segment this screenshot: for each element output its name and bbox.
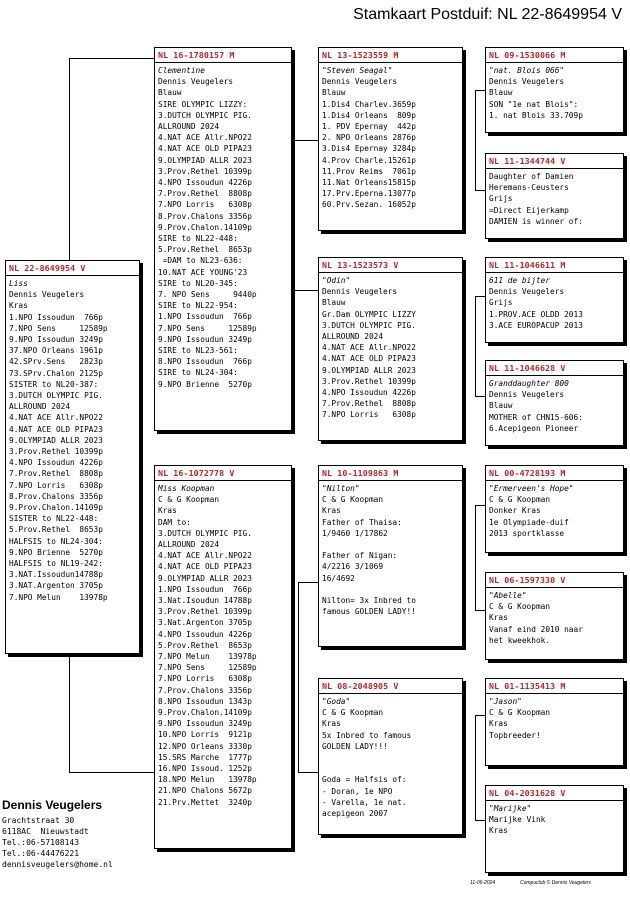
result-line: 9.OLYMPIAD ALLR 2023 <box>322 365 416 375</box>
connector <box>69 652 70 772</box>
result-line: Nilton= 3x Inbred to <box>322 596 416 605</box>
connector <box>475 505 485 506</box>
pigeon-card-mf[interactable] <box>318 465 463 647</box>
connector <box>475 296 485 297</box>
result-line: GOLDEN LADY!!! <box>322 741 388 751</box>
footer-credit: Compuclub © Dennis Veugelers <box>520 880 592 886</box>
connector <box>475 820 485 821</box>
result-line: SIRE to NL24-304: <box>158 368 238 378</box>
result-line: DAMIEN is winner of: <box>489 216 583 226</box>
breeder-phone-1: Tel.:06-57108143 <box>2 838 80 847</box>
pigeon-name: "Abelle" <box>489 591 527 600</box>
card-body <box>486 588 623 648</box>
result-line: 7.NPO Lorris 6308p <box>158 674 252 684</box>
result-line: 5.Prov.Rethel 8653p <box>158 245 252 255</box>
pigeon-name: Clementine <box>158 66 205 75</box>
connector <box>475 296 476 396</box>
pigeon-name: Miss Koopman <box>158 484 215 493</box>
result-line: 9.OLYMPIAD ALLR 2023 <box>9 435 103 445</box>
result-line: SIRE to NL22-954: <box>158 301 238 311</box>
result-line: 11.Nat Orleans15815p <box>322 178 416 188</box>
owner: C & G Koopman <box>158 495 220 505</box>
pigeon-name: Liss <box>9 279 28 288</box>
result-line: SIRE OLYMPIC LIZZY: <box>158 99 248 109</box>
connector <box>69 772 154 773</box>
result-line: ALLROUND 2024 <box>158 122 220 132</box>
pigeon-name: "nat. Blois 066" <box>489 66 565 75</box>
result-line: 16/4692 <box>322 573 355 583</box>
result-line: ALLROUND 2024 <box>158 540 220 550</box>
result-line: 3.Dis4 Epernay 3284p <box>322 144 416 154</box>
ring-number: NL 13-1523559 M <box>319 48 462 63</box>
color: Blauw <box>322 88 346 98</box>
result-line: 16.NPO Issoud. 1252p <box>158 764 252 774</box>
connector <box>475 610 485 611</box>
result-line: 4.NAT ACE Allr.NPO22 <box>158 133 252 143</box>
owner: Dennis Veugelers <box>322 77 398 87</box>
result-line: 73.SPrv.Chalon 2125p <box>9 368 103 378</box>
result-line: 7.NPO Lorris 6308p <box>158 200 252 210</box>
result-line: 1. nat Blois 33.709p <box>489 110 583 120</box>
result-line: 5x Inbred to famous <box>322 730 412 740</box>
result-line: 3.Prov.Rethel 10399p <box>158 607 252 617</box>
result-line: 4.NPO Issoudun 4226p <box>158 629 252 639</box>
color: Grijs <box>489 194 513 204</box>
card-body <box>486 694 623 743</box>
pigeon-card-ffm[interactable] <box>485 153 624 239</box>
result-line: 4/2216 3/1069 <box>322 562 384 572</box>
pigeon-name: "Nilton" <box>322 484 360 493</box>
card-body <box>486 169 623 229</box>
card-body <box>319 694 462 821</box>
color: Blauw <box>489 88 513 98</box>
result-line: 5.Prov.Rethel 8653p <box>9 525 103 535</box>
owner: Dennis Veugelers <box>322 287 398 297</box>
breeder-city: 6118AC Nieuwstadt <box>2 827 89 836</box>
result-line: 8.NPO Issoudun 766p <box>158 357 252 367</box>
pigeon-card-mm[interactable] <box>318 678 463 835</box>
result-line: 4.NPO Issoudun 4226p <box>322 388 416 398</box>
color: Kras <box>322 719 341 729</box>
pigeon-name: "Goda" <box>322 697 351 706</box>
pigeon-name: "Ermerveen's Hope" <box>489 484 574 493</box>
result-line: SIRE to NL20-345: <box>158 278 238 288</box>
card-body <box>6 276 139 605</box>
result-line: 7.NPO Lorris 6308p <box>9 480 103 490</box>
ring-number: NL 22-8649954 V <box>6 261 139 276</box>
result-line: 9.NPO Brienne 5270p <box>9 547 103 557</box>
result-line: 21.NPO Chalons 5672p <box>158 786 252 796</box>
result-line: famous GOLDEN LADY!! <box>322 607 416 617</box>
connector <box>475 90 476 190</box>
result-line: 3.DUTCH OLYMPIC PIG. <box>322 320 416 330</box>
owner: C & G Koopman <box>489 602 551 612</box>
result-line: 7. NPO Sens 9440p <box>158 290 257 300</box>
result-line: 4.NAT ACE Allr.NPO22 <box>9 413 103 423</box>
result-line: 7.NPO Sens 12589p <box>158 663 257 673</box>
result-line: 7.NPO Melun 13978p <box>9 592 108 602</box>
owner: Dennis Veugelers <box>489 77 565 87</box>
pigeon-name: "Odin" <box>322 276 351 285</box>
result-line: 60.Prv.Sezan. 16052p <box>322 200 416 210</box>
result-line: HALFSIS to NL19-242: <box>9 559 103 569</box>
result-line: SISTER to NL20-387: <box>9 379 99 389</box>
result-line: 4.NAT ACE Allr.NPO22 <box>322 343 416 353</box>
color: Donker Kras <box>489 506 541 516</box>
pigeon-name: Granddaughter 800 <box>489 379 569 388</box>
pigeon-card-father[interactable] <box>154 47 292 431</box>
connector <box>298 772 318 773</box>
result-line: 1.NPO Issoudun 766p <box>158 312 252 322</box>
result-line: 4.Prov Charle.15261p <box>322 155 416 165</box>
result-line: 12.NPO Orleans 3330p <box>158 741 252 751</box>
pigeon-card-mother[interactable] <box>154 465 292 849</box>
owner: Dennis Veugelers <box>489 287 565 297</box>
result-line: 5.Prov.Rethel 8653p <box>158 640 252 650</box>
ring-number: NL 00-4728193 M <box>486 466 623 481</box>
result-line: acepigeon 2007 <box>322 809 388 818</box>
connector <box>298 582 318 583</box>
pigeon-card-mmf[interactable] <box>485 678 624 766</box>
color: Grijs <box>489 298 513 308</box>
result-line: 1.Dis4 Charlev.3659p <box>322 99 416 109</box>
owner: C & G Koopman <box>322 495 384 505</box>
result-line: 7.Prov.Chalons 3356p <box>158 685 252 695</box>
page-title: Stamkaart Postduif: NL 22-8649954 V <box>353 6 622 23</box>
result-line: 9.OLYMPIAD ALLR 2023 <box>158 155 252 165</box>
result-line: 2. NPO Orleans 2876p <box>322 133 416 143</box>
owner: C & G Koopman <box>322 708 384 718</box>
result-line: 3.Nat.Isoudun 14788p <box>158 596 252 606</box>
color: Kras <box>9 301 28 311</box>
result-line: 21.Prv.Mettet 3240p <box>158 797 252 807</box>
owner: Dennis Veugelers <box>9 290 85 300</box>
result-line: 3.NAT.Argenton 3705p <box>9 581 103 591</box>
result-line: 18.NPO Melun 13978p <box>158 775 257 785</box>
result-line: Topbreeder! <box>489 730 541 740</box>
result-line: SIRE to NL23-561: <box>158 346 238 356</box>
result-line: 4.NAT ACE OLD PIPA23 <box>9 424 103 434</box>
pigeon-card-mfm[interactable] <box>485 572 624 660</box>
result-line: 10.NPO Lorris 9121p <box>158 730 252 740</box>
result-line: 4.NPO Issoudun 4226p <box>9 458 103 468</box>
owner: C & G Koopman <box>489 495 551 505</box>
result-line: 7.NPO Melun 13978p <box>158 652 257 662</box>
pigeon-card-fmf[interactable] <box>485 257 624 343</box>
color: Blauw <box>322 298 346 308</box>
ring-number: NL 08-2048905 V <box>319 679 462 694</box>
result-line: 3.DUTCH OLYMPIC PIG. <box>9 391 103 401</box>
result-line: 1/9460 1/17862 <box>322 528 388 538</box>
result-line: 3.NAT.Issoudun14788p <box>9 570 103 580</box>
blank-line <box>322 584 459 595</box>
result-line: Father of Nigan: <box>322 551 398 561</box>
pigeon-name: Daughter of Damien <box>489 172 574 181</box>
card-body <box>319 63 462 213</box>
owner: Dennis Veugelers <box>158 77 234 87</box>
color: Kras <box>158 506 177 516</box>
result-line: 3.Prov.Rethel 10399p <box>9 447 103 457</box>
pigeon-name: "Marijke" <box>489 804 532 813</box>
result-line: Father of Thaisa: <box>322 517 402 527</box>
color: Kras <box>489 719 508 729</box>
pigeon-card-mmm[interactable] <box>485 785 624 873</box>
card-body <box>486 481 623 541</box>
result-line: 7.NPO Sens 12589p <box>158 323 257 333</box>
result-line: =Direct Eijerkamp <box>489 205 569 215</box>
result-line: 7.Prov.Rethel 8808p <box>9 469 103 479</box>
result-line: 37.NPO Orleans 1961p <box>9 346 103 356</box>
connector <box>290 140 318 141</box>
owner: Heremans-Ceusters <box>489 183 569 193</box>
color: Kras <box>322 506 341 516</box>
footer-date: 11-06-2024 <box>470 880 496 886</box>
result-line: DAM to: <box>158 517 191 527</box>
pigeon-card-fmm[interactable] <box>485 360 624 446</box>
result-line: 1.NPO Issoudun 766p <box>158 584 252 594</box>
result-line: 3.Prov.Rethel 10399p <box>322 376 416 386</box>
result-line: SISTER to NL22-448: <box>9 514 99 524</box>
owner: Dennis Veugelers <box>489 390 565 400</box>
result-line: 9.NPO Issoudun 3249p <box>158 719 252 729</box>
card-body <box>155 481 291 810</box>
result-line: 9.Prov.Chalon.14109p <box>9 503 103 513</box>
breeder-info <box>2 798 113 870</box>
breeder-street: Grachtstraat 30 <box>2 816 75 825</box>
color: Blauw <box>489 401 513 411</box>
result-line: 4.NAT ACE Allr.NPO22 <box>158 551 252 561</box>
result-line: 8.Prov.Chalons 3356p <box>9 491 103 501</box>
result-line: SON "1e nat Blois": <box>489 99 579 109</box>
breeder-name: Dennis Veugelers <box>2 798 103 812</box>
result-line: 8.NPO Issoudun 1343p <box>158 696 252 706</box>
result-line: 4.NAT ACE OLD PIPA23 <box>158 144 252 154</box>
result-line: 9.Prov.Chalon.14109p <box>158 708 252 718</box>
result-line: 3.Prov.Rethel 10399p <box>158 166 252 176</box>
result-line: - Varella, 1e nat. <box>322 797 407 807</box>
connector <box>475 715 476 820</box>
result-line: 4.NAT ACE OLD PIPA23 <box>322 354 416 364</box>
result-line: 6.Acepigeon Pioneer <box>489 423 579 433</box>
connector <box>69 58 70 260</box>
pigeon-name: "Steven Seagal" <box>322 66 393 75</box>
result-line: 7.NPO Sens 12589p <box>9 323 108 333</box>
blank-line <box>322 763 459 774</box>
result-line: 9.NPO Brienne 5270p <box>158 379 252 389</box>
connector <box>290 290 318 291</box>
result-line: =DAM to NL23-636: <box>158 256 243 266</box>
color: Kras <box>489 613 508 623</box>
result-line: 9.Prov.Chalon.14109p <box>158 222 252 232</box>
result-line: 1. PDV Epernay 442p <box>322 122 416 132</box>
pigeon-card-mff[interactable] <box>485 465 624 553</box>
ring-number: NL 16-1072778 V <box>155 466 291 481</box>
blank-line <box>322 752 459 763</box>
result-line: 42.SPrv.Sens 2823p <box>9 357 103 367</box>
card-body <box>486 63 623 123</box>
card-body <box>155 63 291 392</box>
result-line: 10.NAT ACE YOUNG'23 <box>158 267 248 277</box>
result-line: 9.NPO Issoudun 3249p <box>9 335 103 345</box>
breeder-phone-2: Tel.:06-44476221 <box>2 849 80 858</box>
result-line: 7.NPO Lorris 6308p <box>322 410 416 420</box>
result-line: Goda = Halfsis of: <box>322 775 407 785</box>
result-line: 3.ACE EUROPACUP 2013 <box>489 320 583 330</box>
pigeon-card-fff[interactable] <box>485 47 624 133</box>
ring-number: NL 10-1109863 M <box>319 466 462 481</box>
blank-line <box>322 539 459 550</box>
connector <box>475 715 485 716</box>
card-body <box>319 481 462 619</box>
result-line: 1.Dis4 Orleans 809p <box>322 110 416 120</box>
connector <box>475 505 476 610</box>
breeder-email[interactable]: dennisveugelers@home.nl <box>2 860 113 869</box>
owner: Marijke Vink <box>489 815 546 825</box>
ring-number: NL 09-1530066 M <box>486 48 623 63</box>
result-line: MOTHER of CHN15-606: <box>489 412 583 422</box>
result-line: ALLROUND 2024 <box>322 332 384 342</box>
pigeon-card-subject[interactable] <box>5 260 140 654</box>
ring-number: NL 11-1046611 M <box>486 258 623 273</box>
result-line: 3.DUTCH OLYMPIC PIG. <box>158 528 252 538</box>
result-line: 4.NPO Issoudun 4226p <box>158 178 252 188</box>
ring-number: NL 16-1780157 M <box>155 48 291 63</box>
color: Kras <box>489 826 508 836</box>
ring-number: NL 04-2031628 V <box>486 786 623 801</box>
result-line: het kweekhok. <box>489 635 551 645</box>
result-line: 2013 sportklasse <box>489 528 565 538</box>
connector <box>298 582 299 772</box>
card-body <box>319 273 462 423</box>
result-line: 15.SRS Marche 1777p <box>158 752 252 762</box>
result-line: 1e Olympiade-duif <box>489 517 569 527</box>
pigeon-name: "Jason" <box>489 697 522 706</box>
result-line: Vanaf eind 2010 naar <box>489 624 583 634</box>
pigeon-name: 611 de bijter <box>489 276 551 285</box>
result-line: 11.Prov Reims 7061p <box>322 166 416 176</box>
result-line: Gr.Dam OLYMPIC LIZZY <box>322 309 416 319</box>
ring-number: NL 11-1344744 V <box>486 154 623 169</box>
result-line: SIRE to NL22-448: <box>158 234 238 244</box>
connector <box>475 190 485 191</box>
result-line: 8.Prov.Chalons 3356p <box>158 211 252 221</box>
connector <box>475 396 485 397</box>
pigeon-card-ff[interactable] <box>318 47 463 231</box>
result-line: 3.DUTCH OLYMPIC PIG. <box>158 110 252 120</box>
result-line: 9.NPO Issoudun 3249p <box>158 334 252 344</box>
result-line: 1.PROV.ACE OLDD 2013 <box>489 309 583 319</box>
result-line: - Doran, 1e NPO <box>322 786 393 796</box>
color: Blauw <box>158 88 182 98</box>
result-line: 1.NPO Issoudun 766p <box>9 312 103 322</box>
card-body <box>486 273 623 333</box>
ring-number: NL 06-1597330 V <box>486 573 623 588</box>
result-line: 7.Prov.Rethel 8808p <box>322 399 416 409</box>
connector <box>69 58 154 59</box>
ring-number: NL 01-1135413 M <box>486 679 623 694</box>
card-body <box>486 801 623 839</box>
result-line: ALLROUND 2024 <box>9 402 71 412</box>
result-line: 4.NAT ACE OLD PIPA23 <box>158 562 252 572</box>
result-line: 9.OLYMPIAD ALLR 2023 <box>158 573 252 583</box>
result-line: 3.Nat.Argenton 3705p <box>158 618 252 628</box>
card-body <box>486 376 623 436</box>
ring-number: NL 11-1046628 V <box>486 361 623 376</box>
connector <box>475 90 485 91</box>
ring-number: NL 13-1523573 V <box>319 258 462 273</box>
result-line: HALFSIS to NL24-304: <box>9 536 103 546</box>
pigeon-card-fm[interactable] <box>318 257 463 441</box>
owner: C & G Koopman <box>489 708 551 718</box>
result-line: 17.Prv.Eperna.13077p <box>322 189 416 199</box>
result-line: 7.Prov.Rethel 8808p <box>158 189 252 199</box>
